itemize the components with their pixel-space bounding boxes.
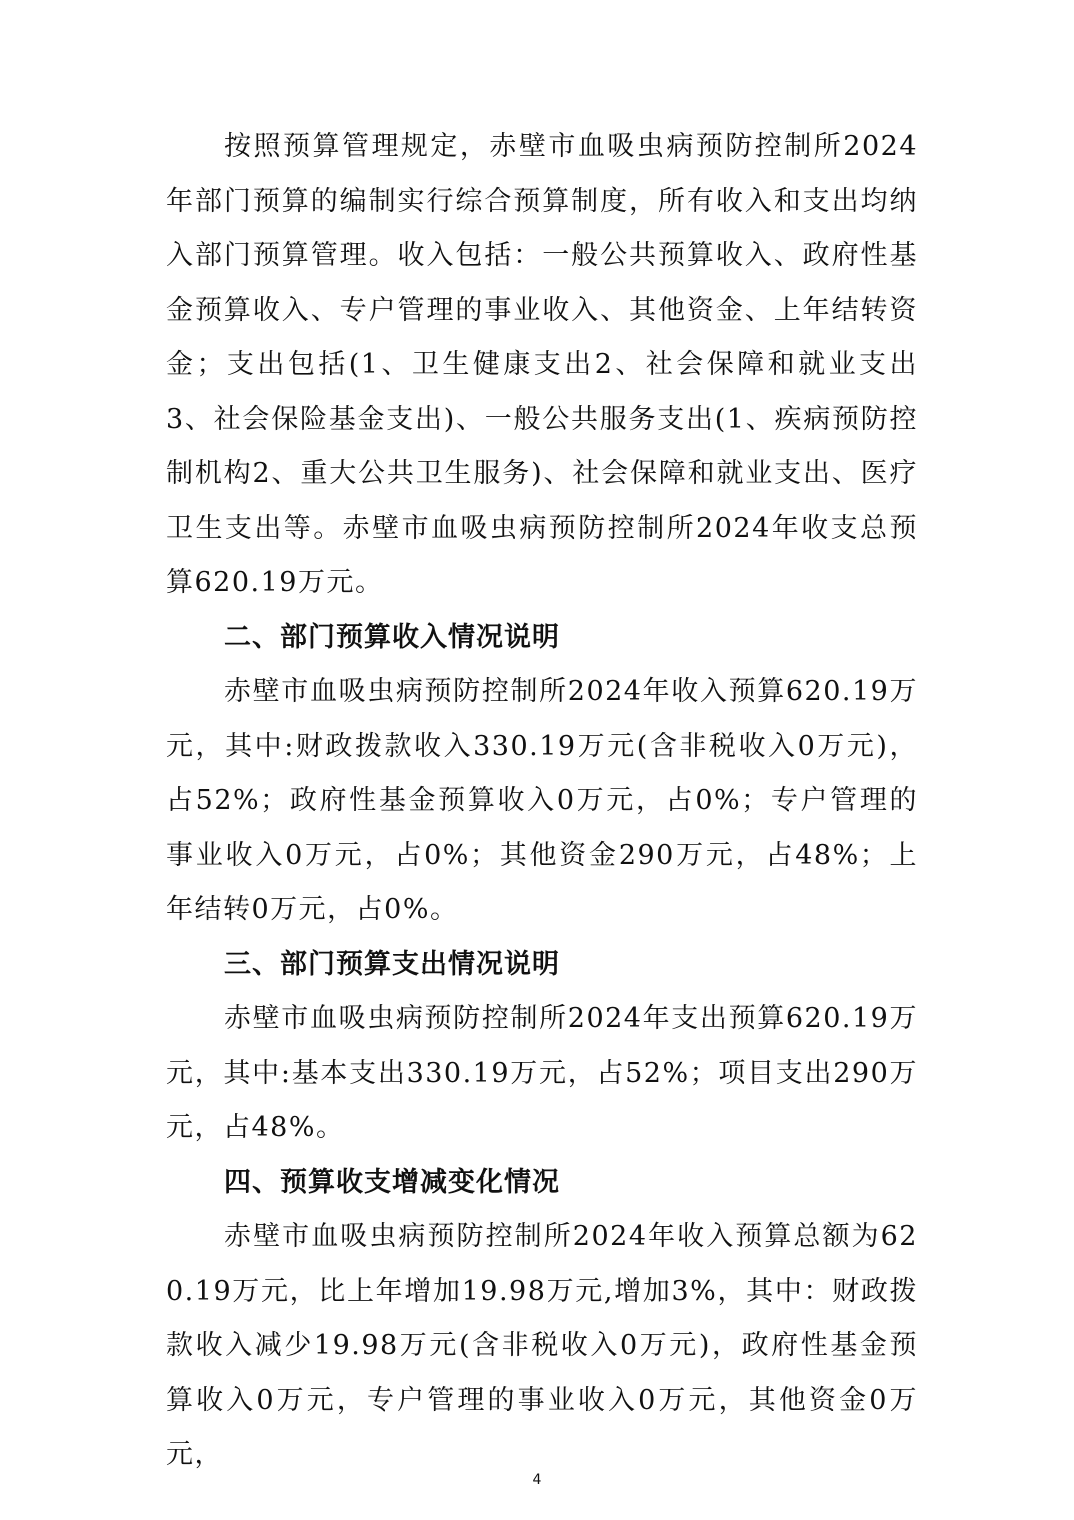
page-number: 4 bbox=[532, 1472, 542, 1488]
section-body-changes: 赤壁市血吸虫病预防控制所2024年收入预算总额为620.19万元，比上年增加19.98万元,增加3%，其中：财政拨款收入减少19.98万元(含非税收入0万元)，政府性基金预算收入0万元，专户管理的事业收入0万元，其他资金0万元， bbox=[166, 1221, 918, 1470]
section-heading-income: 二、部门预算收入情况说明 bbox=[224, 621, 560, 653]
intro-paragraph: 按照预算管理规定，赤壁市血吸虫病预防控制所2024年部门预算的编制实行综合预算制度，所有收入和支出均纳入部门预算管理。收入包括：一般公共预算收入、政府性基金预算收入、专户管理的事业收入、其他资金、上年结转资金；支出包括(1、卫生健康支出2、社会保障和就业支出3、社会保险基金支出)、一般公共服务支出(1、疾病预防控制机构2、重大公共卫生服务)、社会保障和就业支出、医疗卫生支出等。赤壁市血吸虫病预防控制所2024年收支总预算620.19万元。 bbox=[166, 131, 918, 598]
section-body-expenditure: 赤壁市血吸虫病预防控制所2024年支出预算620.19万元，其中:基本支出330.19万元，占52%；项目支出290万元，占48%。 bbox=[166, 1003, 918, 1143]
section-heading-expenditure: 三、部门预算支出情况说明 bbox=[224, 948, 560, 980]
section-heading-changes: 四、预算收支增减变化情况 bbox=[224, 1166, 560, 1198]
section-body-income: 赤壁市血吸虫病预防控制所2024年收入预算620.19万元，其中:财政拨款收入330.19万元(含非税收入0万元)，占52%；政府性基金预算收入0万元，占0%；专户管理的事业收入0万元，占0%；其他资金290万元，占48%；上年结转0万元，占0%。 bbox=[166, 676, 918, 925]
document-page bbox=[166, 120, 918, 1483]
